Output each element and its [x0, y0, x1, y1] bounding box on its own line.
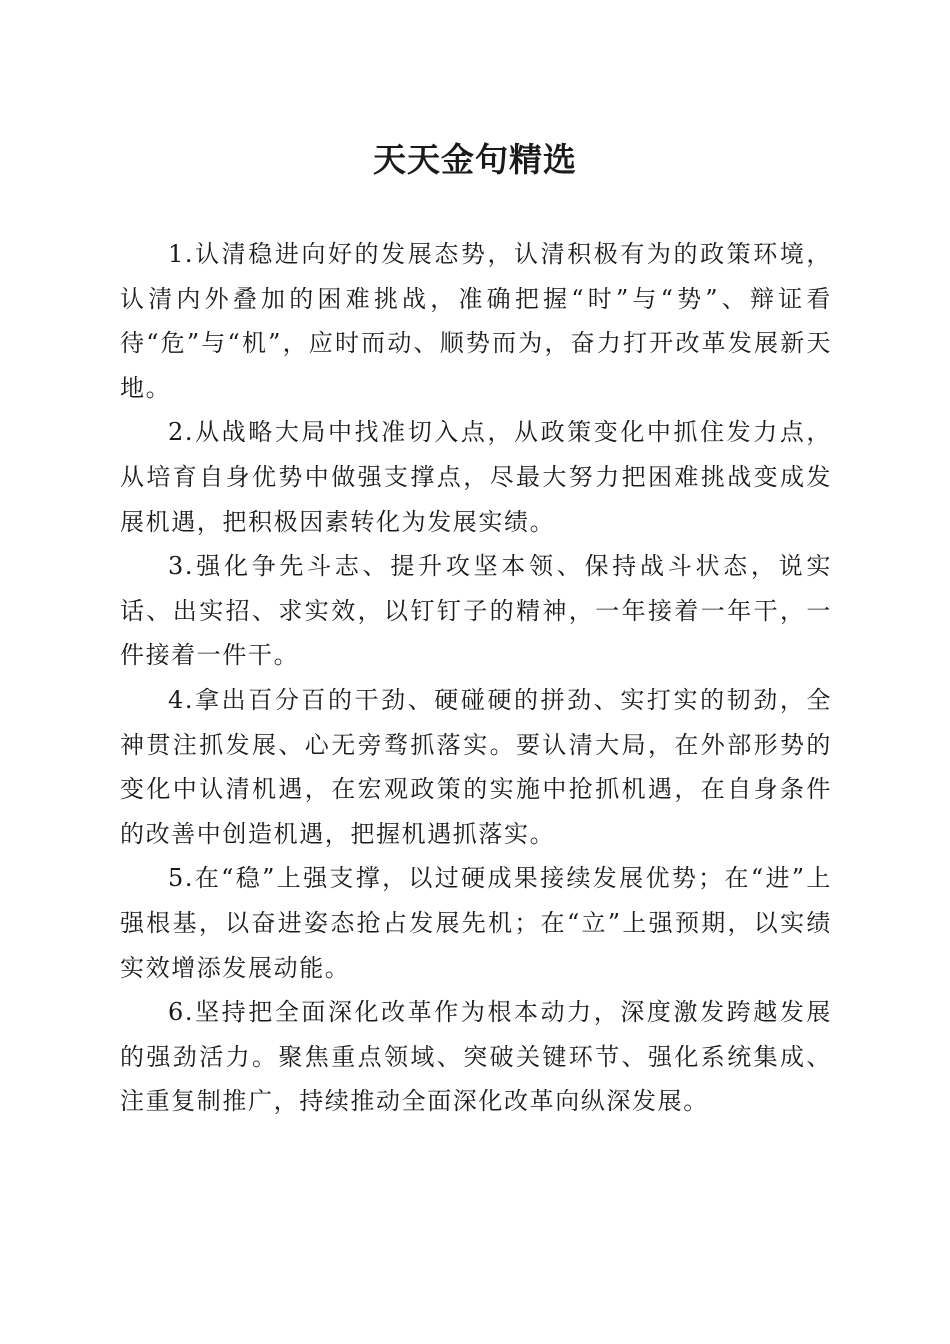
- paragraph-6: 6.坚持把全面深化改革作为根本动力，深度激发跨越发展的强劲活力。聚焦重点领域、突破关键环节、强化系统集成、注重复制推广，持续推动全面深化改革向纵深发展。: [120, 998, 832, 1116]
- paragraph-1: 1.认清稳进向好的发展态势，认清积极有为的政策环境，认清内外叠加的困难挑战，准确把握“时”与“势”、辩证看待“危”与“机”，应时而动、顺势而为，奋力打开改革发展新天地。: [120, 240, 832, 402]
- paragraph-5: 5.在“稳”上强支撑，以过硬成果接续发展优势；在“进”上强根基，以奋进姿态抢占发展先机；在“立”上强预期，以实绩实效增添发展动能。: [120, 864, 832, 982]
- document-body: [120, 232, 832, 1124]
- paragraph-2: 2.从战略大局中找准切入点，从政策变化中抓住发力点，从培育自身优势中做强支撑点，尽最大努力把困难挑战变成发展机遇，把积极因素转化为发展实绩。: [120, 418, 832, 536]
- document-title: 天天金句精选: [373, 140, 577, 179]
- paragraph-4: 4.拿出百分百的干劲、硬碰硬的拼劲、实打实的韧劲，全神贯注抓发展、心无旁骛抓落实。要认清大局，在外部形势的变化中认清机遇，在宏观政策的实施中抢抓机遇，在自身条件的改善中创造机遇，把握机遇抓落实。: [120, 685, 832, 848]
- paragraph-3: 3.强化争先斗志、提升攻坚本领、保持战斗状态，说实话、出实招、求实效，以钉钉子的精神，一年接着一年干，一件接着一件干。: [120, 552, 832, 670]
